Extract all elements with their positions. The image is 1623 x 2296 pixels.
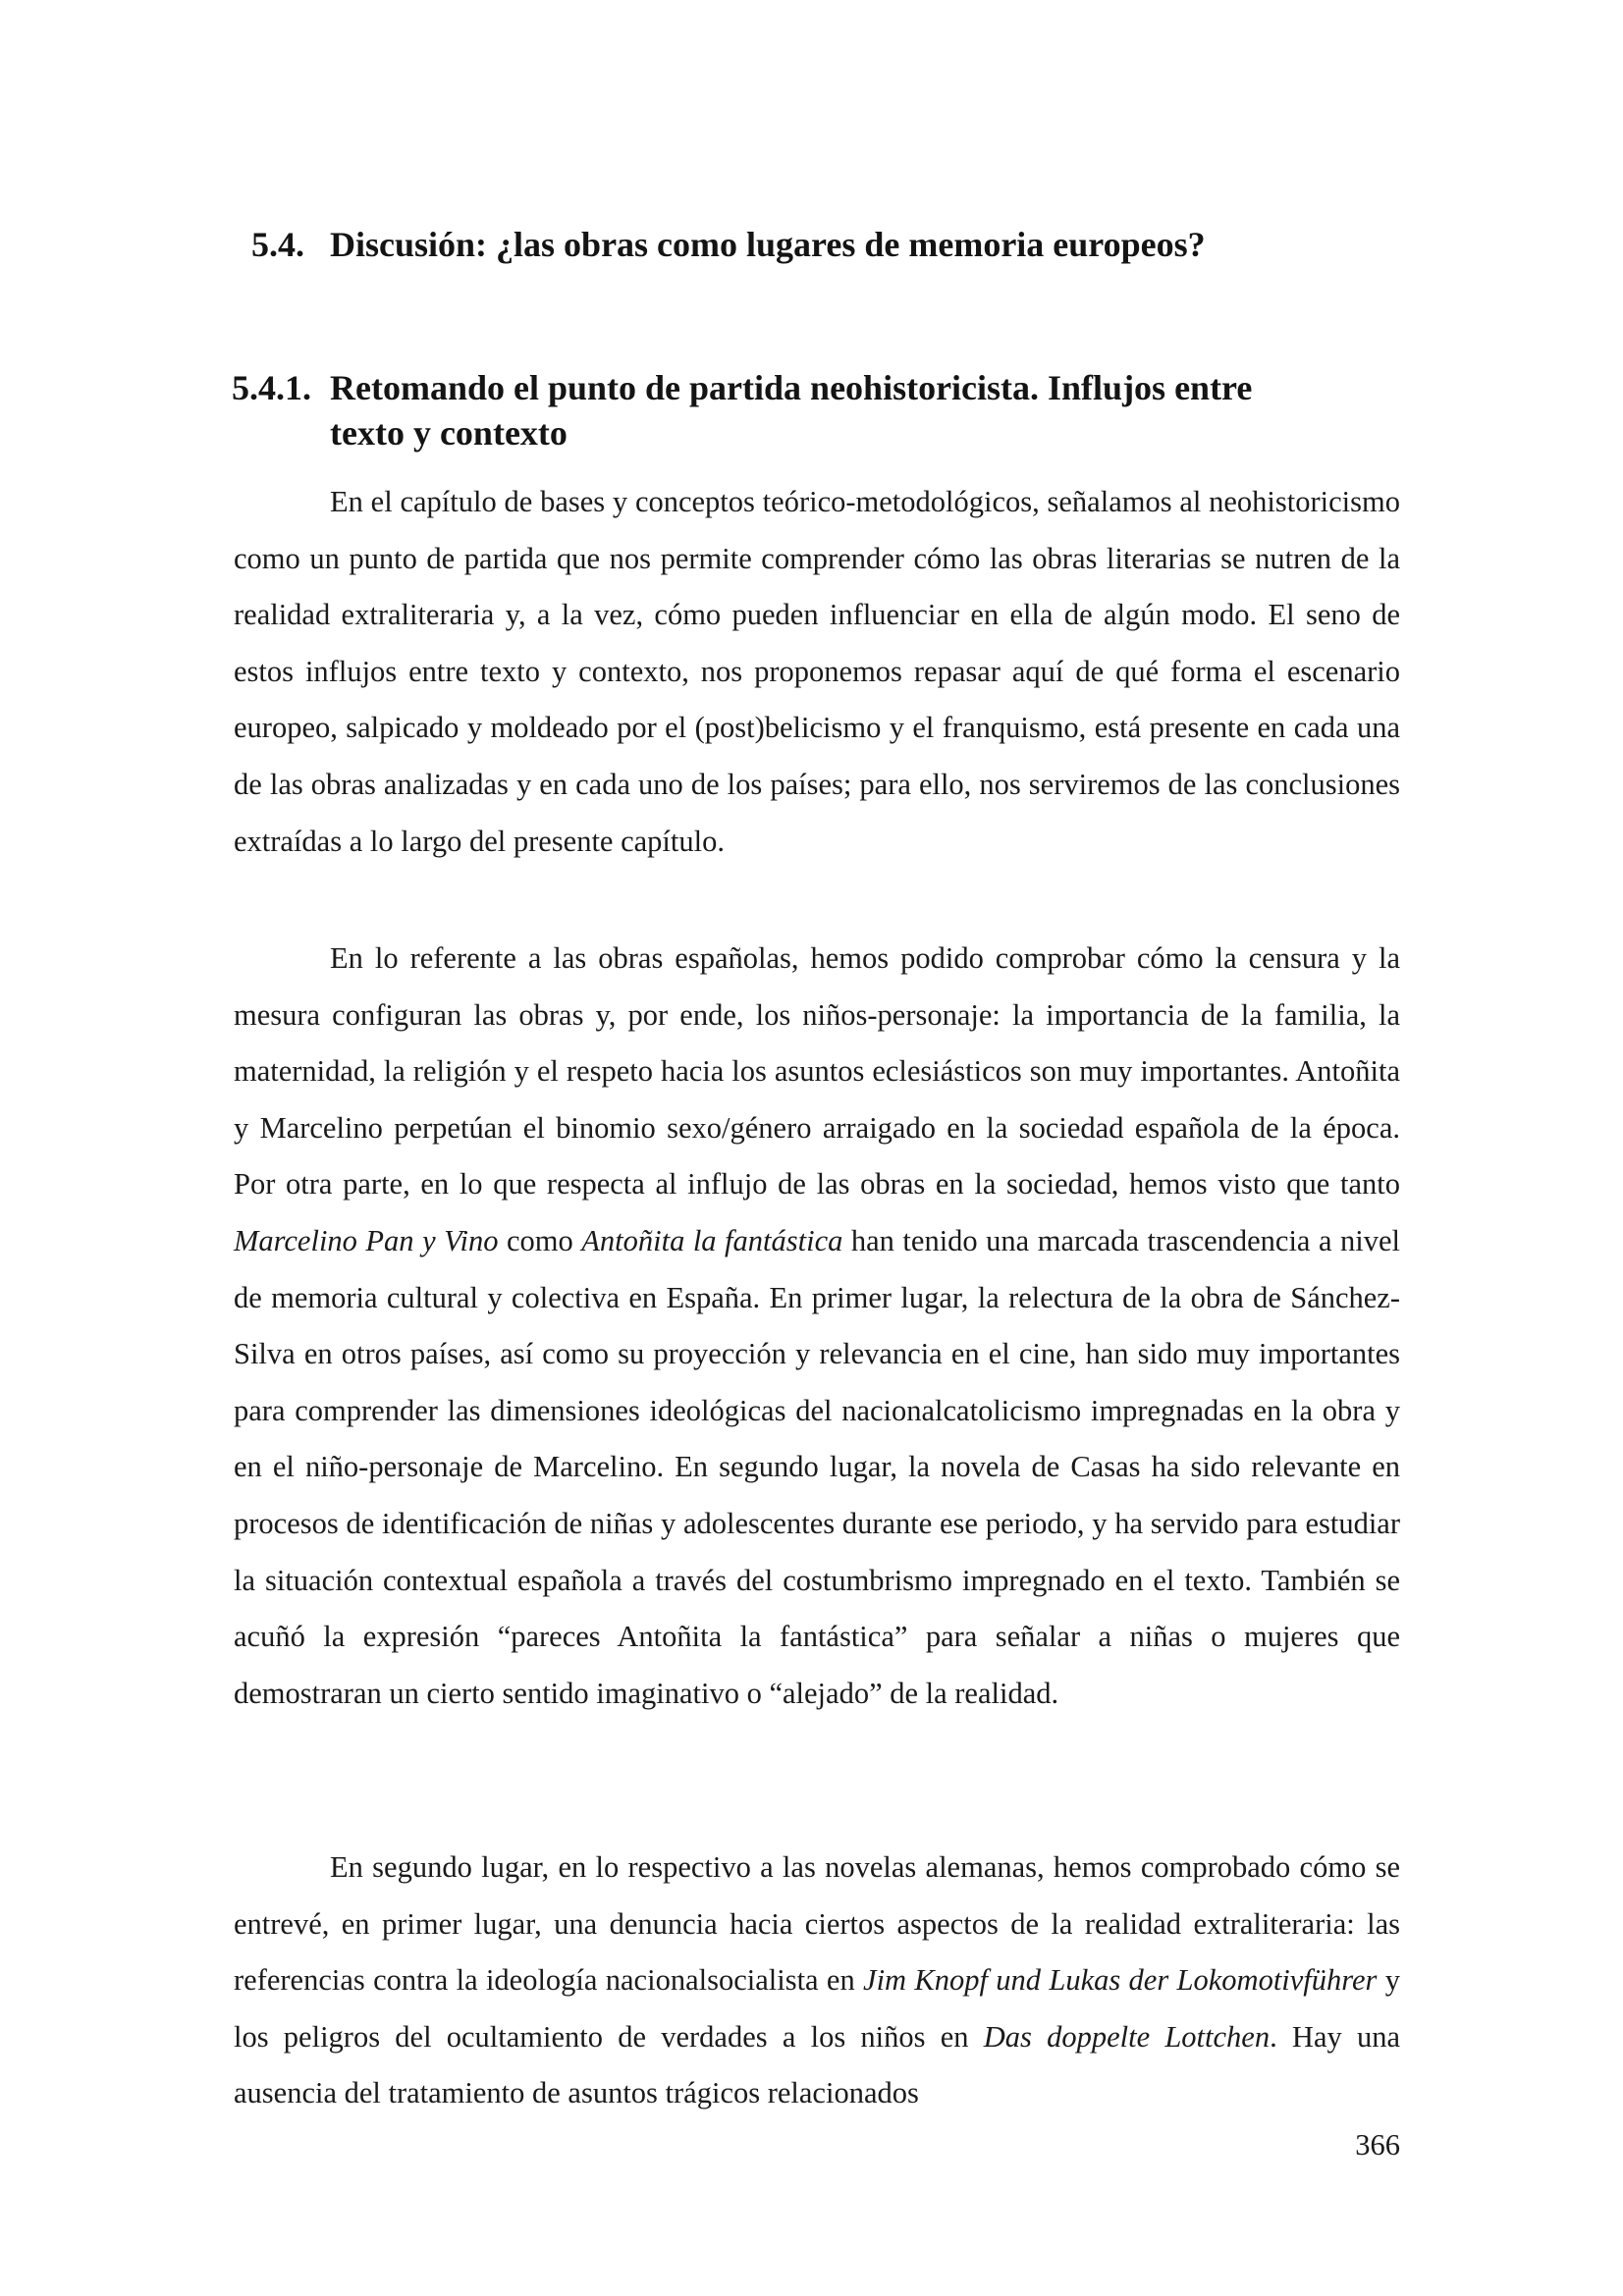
- body-paragraph-2: [234, 931, 1400, 1722]
- section-title: Discusión: ¿las obras como lugares de memoria europeos?: [330, 224, 1206, 264]
- work-title-antonita: Antoñita la fantástica: [581, 1223, 843, 1257]
- paragraph-text: han tenido una marcada trascendencia a nivel de memoria cultural y colectiva en España. En primer lugar, la relectura de la obra de Sánchez-Silva en otros países, así como su proyección y relevancia en el cine, han sido muy importantes para comprender las dimensiones ideológicas del nacionalcatolicismo impregnadas en la obra y en el niño-personaje de Marcelino. En segundo lugar, la novela de Casas ha sido relevante en procesos de identificación de niñas y adolescentes durante ese periodo, y ha servido para estudiar la situación contextual española a través del costumbrismo impregnado en el texto. También se acuñó la expresión “pareces Antoñita la fantástica” para señalar a niñas o mujeres que demostraran un cierto sentido imaginativo o “alejado” de la realidad.: [234, 1223, 1401, 1710]
- section-heading: [251, 222, 1430, 267]
- work-title-jim-knopf: Jim Knopf und Lukas der Lokomotivführer: [863, 1963, 1378, 1998]
- paragraph-text: como: [498, 1223, 582, 1257]
- paragraph-text: En segundo lugar, en lo respectivo a las novelas alemanas, hemos comprobado cómo se entrevé, en primer lugar, una denuncia hacia ciertos aspectos de la realidad extraliteraria: las referencias contra la ideología nacionalsocialista en: [234, 1850, 1400, 1998]
- subsection-title: Retomando el punto de partida neohistoricista. Influjos entre texto y contexto: [330, 368, 1253, 453]
- subsection-number: 5.4.1.: [232, 368, 311, 407]
- work-title-marcelino: Marcelino Pan y Vino: [234, 1223, 499, 1257]
- paragraph-text: . Hay una ausencia del tratamiento de asuntos trágicos relacionados: [234, 2019, 1400, 2110]
- subsection-heading: [232, 365, 1410, 455]
- section-number: 5.4.: [251, 224, 304, 264]
- page-number: 366: [1355, 2128, 1400, 2162]
- paragraph-text: y los peligros del ocultamiento de verdades a los niños en: [234, 1963, 1401, 2054]
- work-title-lottchen: Das doppelte Lottchen: [983, 2019, 1271, 2054]
- paragraph-text: En lo referente a las obras españolas, hemos podido comprobar cómo la censura y la mesura configuran las obras y, por ende, los niños-personaje: la importancia de la familia, la maternidad, la religión y el respeto hacia los asuntos eclesiásticos son muy importantes. Antoñita y Marcelino perpetúan el binomio sexo/género arraigado en la sociedad española de la época. Por otra parte, en lo que respecta al influjo de las obras en la sociedad, hemos visto que tanto: [234, 941, 1400, 1201]
- body-paragraph-1: En el capítulo de bases y conceptos teórico-metodológicos, señalamos al neohistoricismo como un punto de partida que nos permite comprender cómo las obras literarias se nutren de la realidad extraliteraria y, a la vez, cómo pueden influenciar en ella de algún modo. El seno de estos influjos entre texto y contexto, nos proponemos repasar aquí de qué forma el escenario europeo, salpicado y moldeado por el (post)belicismo y el franquismo, está presente en cada una de las obras analizadas y en cada uno de los países; para ello, nos serviremos de las conclusiones extraídas a lo largo del presente capítulo.: [234, 485, 1400, 858]
- body-paragraph-3: [234, 1840, 1400, 2122]
